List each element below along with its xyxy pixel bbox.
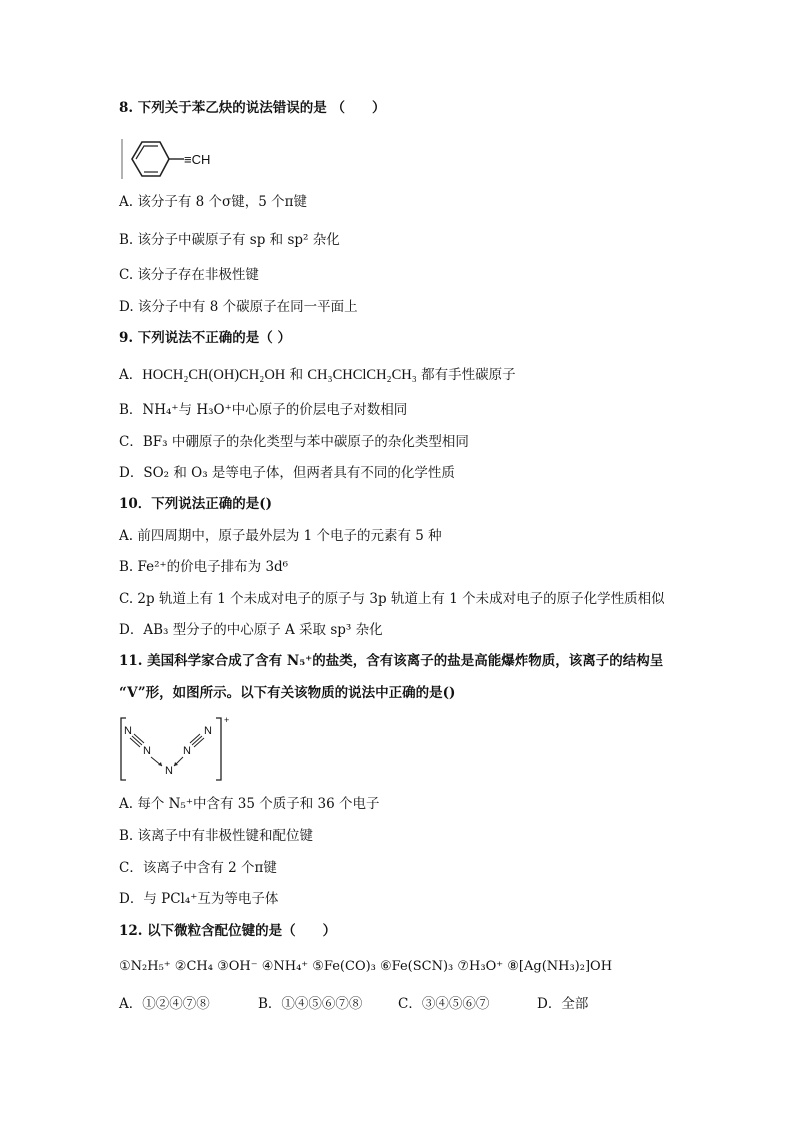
chlorobutane-formula: CH₃CHClCH₂CH₃ [307,367,417,383]
q10-option-a: A. 前四周期中，原子最外层为 1 个电子的元素有 5 种 [119,528,442,544]
atom-n3: N [165,765,173,777]
question-8-stem: 8. 下列关于苯乙炔的说法错误的是 （ ） [119,100,386,116]
n5-structure-drawing [118,714,238,784]
alkyne-label: ≡CH [184,152,211,167]
q9-option-a-suffix: 都有手性碳原子 [416,367,516,383]
atom-n5: N [204,725,212,737]
atom-n4: N [183,745,191,757]
q11-option-b: B. 该离子中有非极性键和配位键 [119,828,314,844]
q9-option-a [119,366,516,384]
atom-n2: N [143,745,151,757]
q11-option-a: A. 每个 N₅⁺中含有 35 个质子和 36 个电子 [119,796,380,812]
atom-n1: N [124,725,132,737]
q9-option-d: D．SO₂ 和 O₃ 是等电子体，但两者具有不同的化学性质 [119,465,455,481]
phenylacetylene-structure [120,137,220,181]
q10-option-c: C. 2p 轨道上有 1 个未成对电子的原子与 3p 轨道上有 1 个未成对电子的原子化学性质相似 [119,591,665,607]
q12-option-d: D．全部 [537,996,589,1012]
q12-option-a: A．①②④⑦⑧ [119,996,210,1012]
q10-option-b: B. Fe²⁺的价电子排布为 3d⁶ [119,559,289,575]
question-11-stem-line2: “V”形，如图所示。以下有关该物质的说法中正确的是() [119,685,456,701]
q12-option-c: C．③④⑤⑥⑦ [398,996,490,1012]
q8-option-a: A. 该分子有 8 个σ键，5 个π键 [119,194,307,210]
q12-species-list: ①N₂H₅⁺ ②CH₄ ③OH⁻ ④NH₄⁺ ⑤Fe(CO)₃ ⑥Fe(SCN)₃ ⑦H₃O⁺ ⑧[Ag(NH₃)₂]OH [119,959,613,974]
q11-option-d: D．与 PCl₄⁺互为等电子体 [119,891,279,907]
q9-option-a-prefix: A． [119,367,143,383]
benzene-ring-drawing [120,137,220,181]
n5-cation-structure [118,714,238,784]
q8-option-d: D. 该分子中有 8 个碳原子在同一平面上 [119,299,358,315]
glycerol-formula: HOCH₂CH(OH)CH₂OH [142,367,286,383]
question-11-stem-line1: 11. 美国科学家合成了含有 N₅⁺的盐类，含有该离子的盐是高能爆炸物质，该离子的结构呈 [119,653,664,669]
q8-option-b: B. 该分子中碳原子有 sp 和 sp² 杂化 [119,232,340,248]
q10-option-d: D．AB₃ 型分子的中心原子 A 采取 sp³ 杂化 [119,622,383,638]
question-10-stem: 10．下列说法正确的是() [119,496,273,512]
q8-option-c: C. 该分子存在非极性键 [119,267,259,283]
charge-plus: + [224,715,230,725]
q12-option-b: B．①④⑤⑥⑦⑧ [258,996,363,1012]
question-9-stem: 9. 下列说法不正确的是（ ） [119,330,291,346]
question-12-stem: 12. 以下微粒含配位键的是（ ） [119,923,337,939]
q9-option-a-and: 和 [285,367,308,383]
q9-option-c: C．BF₃ 中硼原子的杂化类型与苯中碳原子的杂化类型相同 [119,434,469,450]
q11-option-c: C．该离子中含有 2 个π键 [119,860,277,876]
q9-option-b: B．NH₄⁺与 H₃O⁺中心原子的价层电子对数相同 [119,402,408,418]
